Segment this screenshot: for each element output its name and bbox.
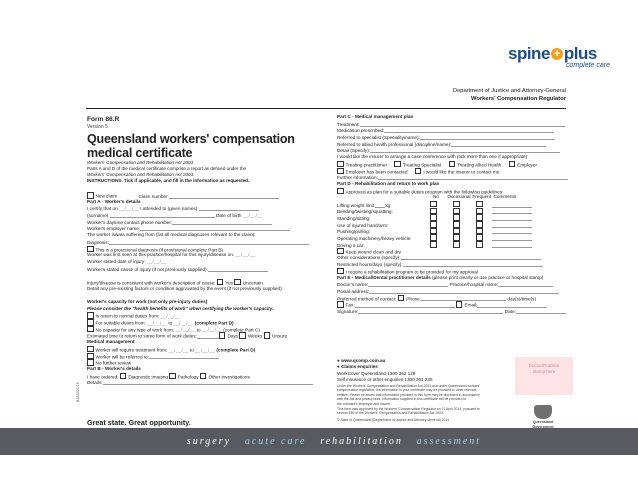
detail-label: Detail (Specify): [337, 148, 371, 154]
rtw-row-standing [337, 214, 575, 221]
details-label: Details: [87, 380, 103, 386]
email-label: Email: [464, 302, 478, 308]
other-investigations-checkbox[interactable] [200, 373, 207, 380]
spineplus-logo [508, 44, 610, 69]
referred-checkbox[interactable] [87, 353, 94, 360]
certify-label: I certify that on [87, 206, 118, 212]
keep-clean-row [337, 248, 575, 255]
medication-label: Medication prescribed: [337, 128, 385, 134]
workcover-line: WorkCover Queensland 1300 362 128 [337, 370, 416, 376]
treatment-checkbox[interactable] [87, 346, 94, 353]
provisional-row [87, 246, 327, 253]
attended-label: I attended to (given names) [140, 206, 198, 212]
driving-frequent[interactable] [476, 241, 483, 248]
rtw-label-driving: Driving a car: [337, 242, 365, 248]
treating-specialist-label: Treating Specialist [402, 162, 442, 168]
fax-email-row [337, 301, 575, 308]
rtw-label-hands: Use of injured hand/arm: [337, 222, 389, 228]
other-considerations-row [337, 254, 575, 261]
further-info-row [337, 174, 575, 181]
other-investigations-label: Other investigations [208, 374, 250, 380]
hands-no[interactable] [430, 221, 437, 228]
qld-government-crest: Queensland Government [516, 405, 570, 429]
pushing-occasional[interactable] [453, 228, 460, 235]
privacy-notice: Under the Workers' Compensation and Rehabilitation Act 2003 and under Queensland workers' compensation legislation, the information in your certificate may be provided to other relevant entities. Please be aware that information provided in this form may be disclosed in accordance with the Act and privacy laws. Information supplied in this certificate will be provided to the claimant's employer and insurer. This form was approved by the Workers' Compensation Regulator on 11 April 2014, pursuant to section 589 of the Workers' Compensation and Rehabilitation Act 2003. [337, 383, 481, 416]
intro-act-2: Workers' Compensation and Rehabilitation Act 2003. [87, 172, 195, 177]
weeks-checkbox[interactable] [239, 332, 246, 339]
approve-rtw-row [337, 188, 575, 195]
require-rehab-row [337, 268, 575, 275]
copyright: © State of Queensland (Department of Justice and Attorney-General) 2014 [337, 417, 450, 422]
estimated-return-label: Estimated time to return to some form of work duties: [87, 334, 197, 340]
lifting-no[interactable] [430, 201, 437, 208]
further-review-row [87, 359, 327, 366]
practice-name-label: Practice/hospital name: [449, 282, 499, 288]
rtw-label-bending: Bending/twisting/squatting: [337, 209, 393, 215]
practice-name-field[interactable] [498, 281, 553, 287]
crest-icon [534, 405, 552, 419]
doctor-name-label: Doctor's name: [337, 282, 369, 288]
surname-row [87, 212, 327, 219]
department-name: Department of Justice and Attorney-General [452, 88, 566, 94]
injury-date-label: Worker stated date of injury: [87, 258, 146, 264]
employer-label: Employer [517, 162, 538, 168]
treatment-label: Worker will require treatment from: [95, 347, 168, 353]
contact-block [337, 358, 507, 422]
rtw-row-pushing [337, 228, 575, 235]
surname-field[interactable] [110, 212, 215, 218]
days-label: Days [227, 334, 239, 340]
ordered-label: I have ordered: [87, 374, 119, 380]
referred-label: Worker will be referred to: [95, 354, 150, 360]
injury-date-field[interactable]: __/__/__ [146, 258, 167, 264]
form-intro [87, 160, 327, 184]
no-capacity-row [87, 326, 327, 333]
signature-label: Signature: [337, 308, 359, 314]
details-field[interactable] [103, 379, 313, 385]
imaging-label: Diagnostic imaging [128, 374, 168, 380]
treatment-part-d: (complete Part D) [216, 347, 256, 353]
first-seen-date[interactable]: __/__/__ [235, 252, 256, 258]
treating-allied-checkbox[interactable] [449, 161, 456, 168]
driving-occasional[interactable] [453, 241, 460, 248]
employer-checkbox[interactable] [509, 161, 516, 168]
suffering-row: The worker is/was suffering from (list all medical diagnoses relevant to the claim): [87, 232, 256, 238]
allied-field[interactable] [451, 141, 546, 147]
form-title: Queensland workers' compensation medical certificate [87, 132, 295, 160]
employer-row [87, 225, 327, 232]
medication-field[interactable] [384, 127, 554, 133]
consistent-uncertain-label: Uncertain [242, 280, 263, 286]
hands-frequent[interactable] [476, 221, 483, 228]
postal-address-label: Postal address: [337, 288, 370, 294]
postal-address-row [337, 288, 575, 295]
service-surgery: surgery [186, 436, 232, 447]
phone-checkbox[interactable] [398, 295, 405, 302]
detail-row [337, 147, 575, 154]
services-banner [0, 428, 638, 455]
phone-icon: ● [337, 364, 340, 370]
standing-frequent[interactable] [476, 214, 483, 221]
suitable-duties-row [87, 319, 327, 326]
cause-field[interactable] [208, 266, 268, 272]
weeks-label: Weeks [247, 334, 263, 340]
normal-duties-checkbox[interactable] [87, 312, 94, 319]
keep-clean-checkbox[interactable] [337, 248, 344, 255]
no-capacity-from[interactable]: __/__/__ [175, 327, 196, 333]
form-code: BAS5021/15 [76, 382, 80, 402]
further-review-label: No further review [95, 360, 132, 366]
further-review-checkbox[interactable] [87, 359, 94, 366]
treating-practitioner-label: Treating practitioner [345, 162, 388, 168]
claims-enquiries-label: Claims enquiries [341, 364, 378, 370]
rtw-label-lifting: Lifting weight limit kg [337, 202, 391, 208]
allied-label: Referred to allied health professional (discipline/name): [337, 141, 452, 147]
operating-occasional[interactable] [453, 234, 460, 241]
other-considerations-field[interactable] [401, 254, 541, 260]
specialist-row [337, 134, 575, 141]
department-header [453, 87, 566, 104]
surname-label: (surname) [87, 213, 109, 219]
spacer-row [87, 272, 327, 279]
cause-label: Worker's stated cause of injury (if not previously supplied): [87, 266, 208, 272]
part-e-heading-row [337, 275, 575, 282]
part-d-heading: Part D - Rehabilitation and return to work plan [337, 180, 440, 186]
practice-stamp-box[interactable]: Doctor/Practice stamp here [515, 357, 573, 395]
pushing-frequent[interactable] [476, 228, 483, 235]
treatment-plan-label: Treatment: [337, 121, 360, 127]
diagnosis-field[interactable] [109, 239, 309, 245]
intro-body: Parts A and D of the medical certificate comprise a report as defined under the [87, 166, 247, 171]
provisional-label: This is a provisional diagnosis (if provisional complete Part B) [95, 247, 223, 253]
no-capacity-label: No capacity for any type of work from: [95, 327, 175, 333]
pushing-no[interactable] [430, 228, 437, 235]
conference-options-row [337, 161, 575, 168]
rtw-row-driving [337, 241, 575, 248]
certify-row [87, 205, 327, 212]
new-claim-label: New claim [95, 193, 118, 199]
unsure-checkbox[interactable] [264, 332, 271, 339]
referred-row [87, 353, 327, 360]
diagnosis-label: Diagnosis: [87, 239, 109, 245]
col-no: No [432, 194, 439, 200]
other-considerations-label: Other considerations (specify): [337, 255, 401, 261]
lifting-frequent[interactable] [476, 201, 483, 208]
contact-options-row [337, 168, 575, 175]
driving-no[interactable] [430, 241, 437, 248]
ordered-row [87, 373, 327, 380]
restricted-hours-label: Restricted hours/days (specify): [337, 262, 403, 268]
rtw-label-standing: Standing/sitting: [337, 216, 371, 221]
daytime-phone-field[interactable] [172, 219, 272, 225]
employer-name-field[interactable] [140, 225, 290, 231]
right-column [337, 114, 575, 315]
email-checkbox[interactable] [456, 301, 463, 308]
treating-practitioner-checkbox[interactable] [337, 161, 344, 168]
rtw-row-lifting [337, 201, 575, 208]
qld-tagline: Great state. Great opportunity. [87, 418, 191, 427]
normal-duties-label: Is return to normal duties from: [95, 314, 160, 320]
injury-date-row [87, 259, 327, 266]
pathology-checkbox[interactable] [169, 373, 176, 380]
rtw-label-pushing: Pushing/pulling: [337, 229, 371, 235]
new-claim-row [87, 192, 327, 199]
spacer-row-2 [87, 292, 327, 299]
normal-duties-date[interactable]: __/__/__ [160, 314, 181, 320]
pre-existing-row: Detail any pre-existing factors or condition aggravated by the event (if not previously supplied): [87, 285, 283, 291]
dob-field[interactable]: __/__/__ [242, 213, 263, 219]
employer-contacted-checkbox[interactable] [337, 168, 344, 175]
employer-name-label: Worker's employer name: [87, 226, 141, 232]
signature-field[interactable] [358, 308, 503, 314]
part-e-heading: Part E - Medical/Dental practitioner details [337, 274, 431, 280]
keep-clean-label: Keep wound clean and dry [345, 249, 402, 255]
treating-allied-label: Treating Allied Health [457, 162, 502, 168]
capacity-note: Please consider the "health benefits of work" when certifying the worker's capacity. [87, 305, 274, 311]
imaging-checkbox[interactable] [120, 373, 127, 380]
allied-row [337, 141, 575, 148]
case-conference-row: I would like the insurer to arrange a case conference with (tick more than one if appropriate): [337, 154, 529, 160]
regulator-name: Workers' Compensation Regulator [470, 96, 566, 103]
estimated-return-row [87, 332, 327, 339]
suitable-duties-label: For suitable duties from: [95, 320, 146, 326]
further-info-field[interactable] [378, 174, 568, 180]
intro-act: Workers' Compensation and Rehabilitation Act 2003 [87, 160, 194, 165]
col-frequent: Frequent [472, 194, 492, 200]
bending-no[interactable] [430, 208, 437, 215]
instructions: INSTRUCTIONS. Tick if applicable, and fill in the information as requested. [87, 178, 250, 183]
plus-icon: + [551, 48, 563, 60]
logo-tagline: complete care [566, 62, 610, 69]
suitable-part-d: (complete Part D) [194, 320, 234, 326]
rtw-row-hands [337, 221, 575, 228]
logo-word-1: spine [508, 44, 550, 63]
no-capacity-checkbox[interactable] [87, 326, 94, 333]
require-rehab-checkbox[interactable] [337, 268, 344, 275]
service-assessment: assessment [416, 436, 482, 447]
medication-row [337, 127, 575, 134]
hands-occasional[interactable] [453, 221, 460, 228]
new-claim-checkbox[interactable] [87, 192, 94, 199]
specialist-label: Referred to specialist (Speciality/name): [337, 135, 420, 141]
first-seen-row [87, 252, 327, 259]
preferred-contact-label: Preferred method of contact: [337, 296, 397, 302]
specialist-field[interactable] [420, 134, 555, 140]
standing-occasional[interactable] [453, 214, 460, 221]
cause-row [87, 266, 327, 273]
rtw-label-operating: Operating machinery/heavy vehicle: [337, 236, 412, 242]
treatment-to[interactable]: __/__/__ [195, 347, 216, 353]
suitable-from-date[interactable]: __/__/__ [147, 320, 168, 326]
logo-word-2: plus [563, 44, 597, 63]
consistent-row [87, 279, 327, 286]
part-a-heading: Part A - Worker's details [87, 198, 141, 204]
rtw-row-bending [337, 208, 575, 215]
daytime-phone-label: Worker's daytime contact phone number: [87, 219, 173, 225]
operating-no[interactable] [430, 234, 437, 241]
signature-row [337, 308, 575, 315]
certify-date-field[interactable]: __/__/__ [119, 206, 139, 212]
consistent-label: Injury/disease is consistent with worker's description of cause: [87, 280, 216, 286]
medical-management-heading: Medical management [87, 339, 135, 345]
postal-address-field[interactable] [369, 288, 559, 294]
require-rehab-label: I require a rehabilitation program to be provided for my approval [345, 269, 478, 275]
days-checkbox[interactable] [219, 332, 226, 339]
rtw-row-operating [337, 234, 575, 241]
employer-contacted-label: Employer has been contacted [345, 169, 408, 175]
date-field[interactable] [516, 308, 566, 314]
further-info-label: Further information: [337, 175, 378, 181]
preferred-contact-row [337, 295, 575, 302]
consistent-yes-label: Yes [225, 280, 234, 286]
treatment-from[interactable]: __/__/__ [168, 347, 189, 353]
no-capacity-part-c: (complete Part C) [223, 327, 260, 333]
service-rehabilitation: rehabilitation [320, 436, 403, 447]
part-b-heading: Part B - Worker's details [87, 365, 141, 371]
header-divider [86, 108, 566, 109]
left-column [87, 192, 327, 386]
part-c-heading: Part C - Medical management plan [337, 114, 414, 119]
fax-checkbox[interactable] [337, 301, 344, 308]
no-capacity-to[interactable]: __/__/__ [201, 327, 222, 333]
self-insurer-line: Self insurance or other enquiries 1300 361 235 [337, 377, 433, 383]
lifting-occasional[interactable] [453, 201, 460, 208]
form-number: Form 86.R [87, 116, 120, 123]
restricted-hours-field[interactable] [403, 261, 543, 267]
website-link[interactable]: www.qcomp.com.au [341, 358, 386, 363]
diagnosis-row [87, 239, 327, 246]
doctor-name-row [337, 281, 575, 288]
claim-number-label: Claim number [138, 193, 168, 199]
standing-no[interactable] [430, 214, 437, 221]
col-comments: Comments [493, 194, 517, 200]
phone-label: Phone: [406, 296, 422, 302]
pathology-label: Pathology [177, 374, 199, 380]
bending-occasional[interactable] [453, 208, 460, 215]
contact-me-label: I would like the insurer to contact me [423, 169, 500, 175]
provisional-checkbox[interactable] [87, 246, 94, 253]
suitable-to-date[interactable]: __/__/__ [173, 320, 194, 326]
dob-label: Date of birth [215, 213, 242, 219]
bottom-whitespace [0, 455, 638, 479]
date-label: Date: [504, 308, 516, 314]
treatment-row [87, 346, 327, 353]
col-occasional: Occasional [447, 194, 471, 200]
restricted-hours-row [337, 261, 575, 268]
globe-icon: ● [337, 358, 340, 363]
treatment-plan-row [337, 121, 575, 128]
service-acute-care: acute care [244, 436, 307, 447]
detail-field[interactable] [370, 147, 560, 153]
consistent-yes-checkbox[interactable] [217, 279, 224, 286]
part-e-note: (please print clearly or use practice or hospital stamp) [432, 274, 544, 280]
treating-specialist-checkbox[interactable] [394, 161, 401, 168]
bending-frequent[interactable] [476, 208, 483, 215]
first-seen-label: Worker was first seen at this practice/hospital for this injury/disease on: [87, 252, 235, 258]
treatment-plan-field[interactable] [360, 121, 565, 127]
daytime-phone-row [87, 219, 327, 226]
suitable-to-label: to [168, 320, 173, 326]
capacity-heading: Worker's capacity for work (not only pre-injury duties) [87, 299, 208, 304]
unsure-label: Unsure [272, 334, 288, 340]
doctor-name-field[interactable] [368, 281, 448, 287]
approve-rtw-label: Approved as plan for a suitable duties program with the following guidelines: [345, 189, 504, 195]
days-times-label: day(s)/time(s) [507, 296, 537, 302]
details-row [87, 379, 327, 386]
normal-duties-row [87, 312, 327, 319]
treatment-to-label: to [189, 347, 194, 353]
form-version: Version 5 [87, 124, 108, 130]
contact-me-checkbox[interactable] [415, 168, 422, 175]
consistent-uncertain-checkbox[interactable] [234, 279, 241, 286]
fax-label: Fax: [345, 302, 355, 308]
no-capacity-to-label: to [196, 327, 201, 333]
rtw-column-headers [337, 194, 575, 201]
approve-rtw-checkbox[interactable] [337, 188, 344, 195]
suitable-duties-checkbox[interactable] [87, 319, 94, 326]
given-names-field[interactable] [199, 205, 259, 211]
operating-frequent[interactable] [476, 234, 483, 241]
